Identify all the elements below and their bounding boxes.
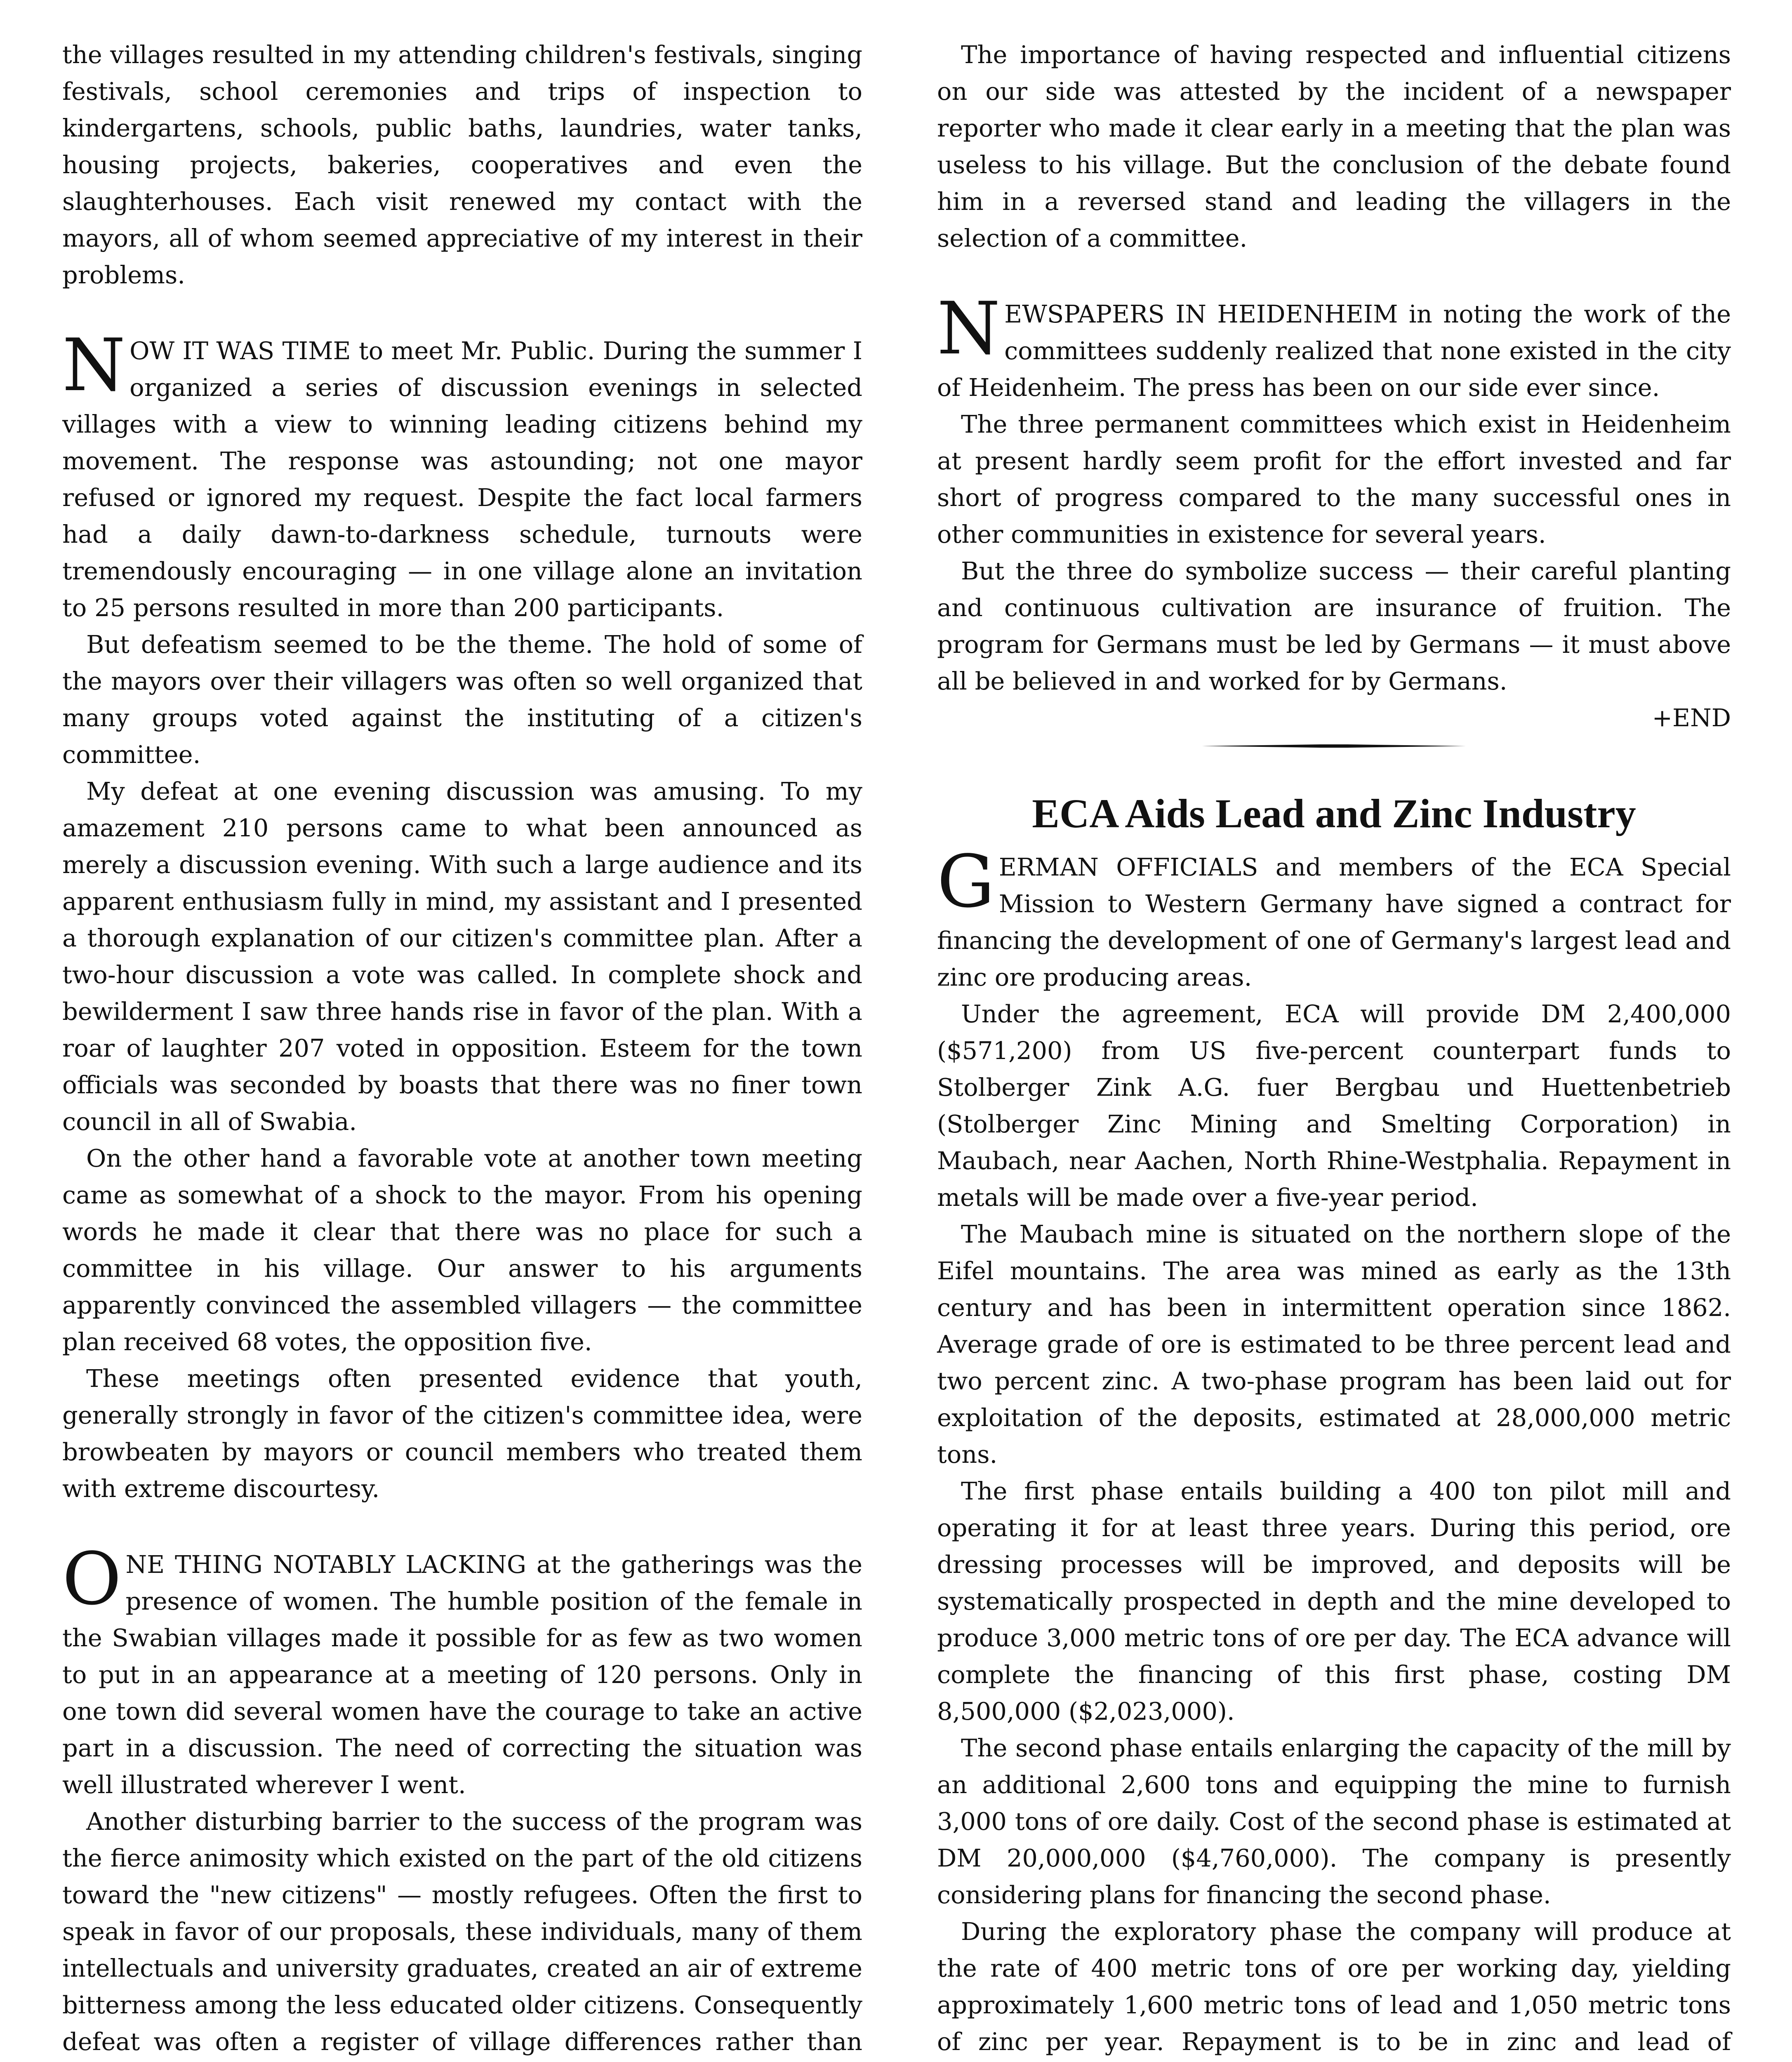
section-text: NE THING NOTABLY LACKING at the gatherings was the presence of women. The humble position of the female in the Swabian villages made it possible for as few as two women to put in an appearance at a meeting of 120 persons. Only in one town did several women have the courage to take an active part in a discussion. The need of correcting the situation was well illustrated wherever I went.	[62, 1550, 862, 1799]
end-mark: +END	[1652, 704, 1731, 732]
section-paragraph	[937, 287, 1731, 406]
paragraph: The importance of having respected and influential citizens on our side was attested by the incident of a newspaper reporter who made it clear early in a meeting that the plan was useless to his village. But the conclusion of the debate found him in a reversed stand and leading the villagers in the selection of a committee.	[937, 40, 1731, 252]
section-paragraph	[937, 840, 1731, 996]
paragraph: But defeatism seemed to be the theme. The hold of some of the mayors over their villagers was often so well organized that many groups voted against the instituting of a citizen's committee.	[62, 630, 862, 769]
section-text: EWSPAPERS IN HEIDENHEIM in noting the work of the committees suddenly realized that none existed in the city of Heidenheim. The press has been on our side ever since.	[937, 300, 1731, 402]
section-text: ERMAN OFFICIALS and members of the ECA Special Mission to Western Germany have signed a contract for financing the development of one of Germany's largest lead and zinc ore producing areas.	[937, 853, 1731, 991]
paragraph: The Maubach mine is situated on the northern slope of the Eifel mountains. The area was mined as early as the 13th century and has been in intermittent operation since 1862. Average grade of ore is estimated to be three percent lead and two percent zinc. A two-phase program has been laid out for exploitation of the deposits, estimated at 28,000,000 metric tons.	[937, 1220, 1731, 1469]
paragraph: the villages resulted in my attending children's festivals, singing festivals, school ceremonies and trips of inspection to kindergartens, schools, public baths, laundries, water tanks, housing projects, bakeries, cooperatives and even the slaughterhouses. Each visit renewed my contact with the mayors, all of whom seemed appreciative of my interest in their problems.	[62, 40, 862, 289]
paragraph: On the other hand a favorable vote at another town meeting came as somewhat of a shock to the mayor. From his opening words he made it clear that there was no place for such a committee in his village. Our answer to his arguments apparently convinced the assembled villagers — the committee plan received 68 votes, the opposition five.	[62, 1144, 862, 1356]
section-paragraph	[62, 1537, 862, 1803]
drop-cap: G	[937, 840, 995, 924]
paragraph: The first phase entails building a 400 ton pilot mill and operating it for at least three years. During this period, ore dressing processes will be improved, and deposits will be systematically prospected in depth and the mine developed to produce 3,000 metric tons of ore per day. The ECA advance will complete the financing of this first phase, costing DM 8,500,000 ($2,023,000).	[937, 1477, 1731, 1725]
paragraph: The second phase entails enlarging the capacity of the mill by an additional 2,600 tons and equipping the mine to furnish 3,000 tons of ore daily. Cost of the second phase is estimated at DM 20,000,000 ($4,760,000). The company is presently considering plans for financing the second phase.	[937, 1734, 1731, 1909]
section-text: OW IT WAS TIME to meet Mr. Public. During the summer I organized a series of discussion evenings in selected villages with a view to winning leading citizens behind my movement. The response was astounding; not one mayor refused or ignored my request. Despite the fact local farmers had a daily dawn-to-darkness schedule, turnouts were tremendously encouraging — in one village alone an invitation to 25 persons resulted in more than 200 participants.	[62, 337, 862, 622]
paragraph: My defeat at one evening discussion was amusing. To my amazement 210 persons came to what been announced as merely a discussion evening. With such a large audience and its apparent enthusiasm fully in mind, my assistant and I presented a thorough explanation of our citizen's committee plan. After a two-hour discussion a vote was called. In complete shock and bewilderment I saw three hands rise in favor of the plan. With a roar of laughter 207 voted in opposition. Esteem for the town officials was seconded by boasts that there was no finer town council in all of Swabia.	[62, 777, 862, 1136]
left-column	[62, 36, 862, 2062]
paragraph: The three permanent committees which exist in Heidenheim at present hardly seem profit for the effort invested and far short of progress compared to the many successful ones in other communities in existence for several years.	[937, 410, 1731, 548]
paragraph: Another disturbing barrier to the success of the program was the fierce animosity which existed on the part of the old citizens toward the "new citizens" — mostly refugees. Often the first to speak in favor of our proposals, these individuals, many of them intellectuals and university graduates, created an air of extreme bitterness among the less educated older citizens. Consequently defeat was often a register of village differences rather than	[62, 1807, 862, 2056]
section-paragraph	[62, 324, 862, 626]
right-column	[937, 36, 1731, 2062]
paragraph: Under the agreement, ECA will provide DM 2,400,000 ($571,200) from US five-percent counterpart funds to Stolberger Zink A.G. fuer Bergbau und Huettenbetrieb (Stolberger Zinc Mining and Smelting Corporation) in Maubach, near Aachen, North Rhine-Westphalia. Repayment in metals will be made over a five-year period.	[937, 1000, 1731, 1212]
divider-rule	[1202, 744, 1466, 748]
drop-cap: N	[937, 287, 1001, 371]
drop-cap: O	[62, 1537, 122, 1621]
article-title: ECA Aids Lead and Zinc Industry	[1032, 791, 1636, 836]
paragraph: But the three do symbolize success — their careful planting and continuous cultivation are insurance of fruition. The program for Germans must be led by Germans — it must above all be believed in and worked for by Germans.	[937, 557, 1731, 695]
paragraph: These meetings often presented evidence that youth, generally strongly in favor of the citizen's committee idea, were browbeaten by mayors or council members who treated them with extreme discourtesy.	[62, 1364, 862, 1503]
drop-cap: N	[62, 324, 126, 407]
paragraph: During the exploratory phase the company will produce at the rate of 400 metric tons of ore per working day, yielding approximately 1,600 metric tons of lead and 1,050 metric tons of zinc per year. Repayment is to be in zinc and lead of	[937, 1917, 1731, 2056]
